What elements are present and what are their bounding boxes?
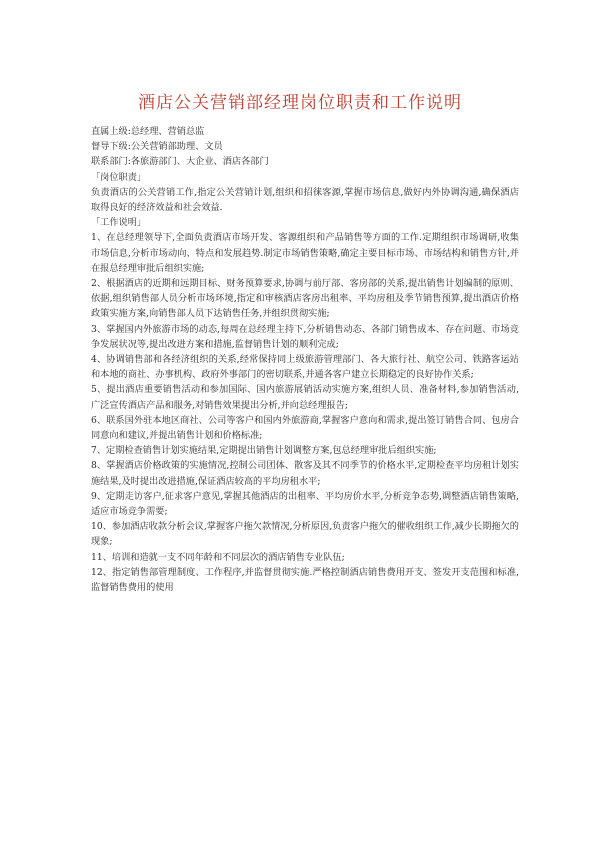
document-body (91, 124, 519, 595)
work-item-12: 12、指定销售部管理制度、工作程序,并监督贯彻实施.严格控制酒店销售费用开支、签发开支范围和标准,监督销售费用的使用 (91, 566, 519, 594)
work-item-10: 10、参加酒店收款分析会议,掌握客户拖欠款情况,分析原因,负责客户拖欠的催收组织工作,减少长期拖欠的现象; (91, 521, 519, 548)
work-item-8: 8、掌握酒店价格政策的实施情况,控制公司团体、散客及其不同季节的价格水平,定期检查平均房租计划实施结果,及时提出改进措施,保证酒店较高的平均房租水平; (91, 460, 519, 487)
work-item-3: 3、掌握国内外旅游市场的动态,每周在总经理主持下,分析销售动态、各部门销售成本、存在问题、市场竞争发展状况等,提出改进方案和措施,监督销售计划的顺利完成; (91, 323, 519, 350)
section-duties-heading: 「岗位职责」 (91, 171, 147, 183)
work-item-1: 1、在总经理领导下,全面负责酒店市场开发、客源组织和产品销售等方面的工作.定期组织市场调研,收集市场信息,分析市场动向、特点和发展趋势.制定市场销售策略,确定主要目标市场、市场结构和销售方针,并在报总经理审批后组织实施; (91, 232, 519, 274)
contacts-line: 联系部门:各旅游部门、大企业、酒店各部门 (91, 156, 269, 168)
work-item-7: 7、定期检查销售计划实施结果,定期提出销售计划调整方案,包总经理审批后组织实施; (91, 445, 437, 457)
work-item-9: 9、定期走访客户,征求客户意见,掌握其他酒店的出租率、平均房价水平,分析竞争态势,调整酒店销售策略,适应市场竞争需要; (91, 490, 519, 518)
work-item-4: 4、协调销售部和各经济组织的关系,经常保持同上级旅游管理部门、各大旅行社、航空公司、铁路客运站和本地的商社、办事机构、政府外事部门的密切联系,并通各客户建立长期稳定的良好协作关系; (91, 354, 519, 381)
work-item-2: 2、根据酒店的近期和远期目标、财务预算要求,协调与前厅部、客房部的关系,提出销售计划编制的原则、依据,组织销售部人员分析市场环境,指定和审核酒店客房出租率、平均房租及季节销售预算,提出酒店价格政策实施方案,向销售部人员下达销售任务,并组织贯彻实施; (91, 278, 519, 320)
duties-paragraph: 负责酒店的公关营销工作,指定公关营销计划,组织和招徕客源,掌握市场信息,做好内外协调沟通,确保酒店取得良好的经济效益和社会效益. (91, 186, 519, 214)
superior-line: 直属上级:总经理、营销总监 (91, 126, 205, 137)
work-item-5: 5、提出酒店重要销售活动和参加国际、国内旅游展销活动实施方案,组织人员、准备材料,参加销售活动,广泛宣传酒店产品和服务,对销售效果提出分析,并向总经理报告; (91, 384, 519, 411)
document-title: 酒店公关营销部经理岗位职责和工作说明 (138, 93, 462, 113)
section-work-heading: 「工作说明」 (91, 217, 147, 229)
subordinates-line: 督导下级:公关营销部助理、文员 (91, 141, 223, 153)
work-item-11: 11、培训和造就一支不同年龄和不同层次的酒店销售专业队伍; (91, 551, 345, 563)
work-item-6: 6、联系国外驻本地区商社、公司等客户和国内外旅游商,掌握客户意向和需求,提出签订销售合同、包房合同意向和建议,并提出销售计划和价格标准; (91, 414, 519, 442)
